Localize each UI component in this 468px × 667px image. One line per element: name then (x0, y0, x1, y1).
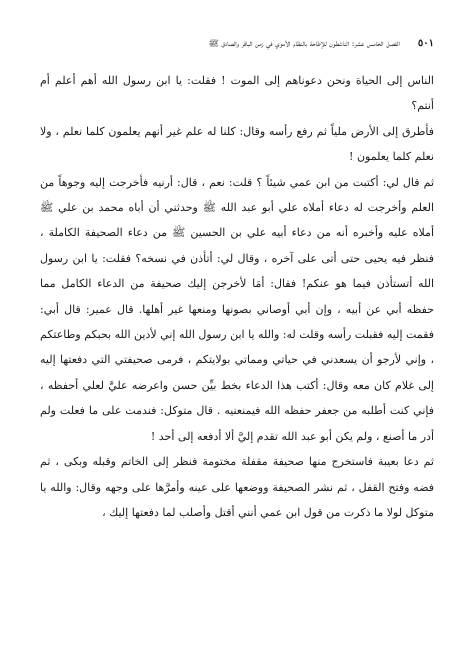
paragraph: ثم دعا بعيبة فاستخرج منها صحيفة مقفلة مختومة فنظر إلى الخاتم وقبله وبكى ، ثم فضه وفتح القفل ، ثم نشر الصحيفة ووضعها على عينه وأمرَّها على وجهه وقال: والله يا متوكل لولا ما ذكرت من قول ابن عمي أنني أقتل وأصلب لما دفعتها إليك ، (40, 455, 434, 519)
paragraph: فأطرق إلى الأرض ملياً ثم رفع رأسه وقال: كلنا له علم غير أنهم يعلمون كلما نعلم ، ولا نعلم كلما يعلمون ! (40, 124, 434, 164)
chapter-title: الفصل الخامس عشر: الناشطون للإطاحة بالنظام الأموي في زمن الباقر والصادق ﷺ (208, 39, 400, 49)
body-text (40, 68, 434, 525)
page-number: ٥٠١ (417, 38, 434, 49)
paragraph: ثم قال لي: أكتبت من ابن عمي شيئاً ؟ قلت: نعم ، قال: أرنيه فأخرجت إليه وجوهاً من العلم وأخرجت له دعاء أملاه علي أبو عبد الله ﷺ وحدثني أن أباه محمد بن علي ﷺ أملاه عليه وأخبره أنه من دعاء أبيه علي بن الحسين ﷺ من دعاء الصحيفة الكاملة ، فنظر فيه يحيى حتى أتى على آخره ، وقال لي: أتأذن في نسخه؟ فقلت: يا ابن رسول الله أتستأذن فيما هو عنكم! فقال: أمَا لأخرجن إليك صحيفة من الدعاء الكامل مما حفظه أبي عن أبيه ، وإن أبي أوصاني بصونها ومنعها غير أهلها. قال عمير: قال أبي: فقمت إليه فقبلت رأسه وقلت له: والله يا ابن رسول الله إني لأدين الله بحبكم وطاعتكم ، وإني لأرجو أن يسعدني في حياتي ومماتي بولايتكم ، فرمى صحيفتي التي دفعتها إليه إلى غلام كان معه وقال: أكتب هذا الدعاء بخط بيِّن حسن واعرضه عليَّ لعلي أحفظه ، فإني كنت أطلبه من جعفر حفظه الله فيمنعنيه . قال متوكل: فندمت على ما فعلت ولم أدر ما أصنع ، ولم يكن أبو عبد الله تقدم إليَّ ألا أدفعه إلى أحد ! (40, 175, 434, 443)
running-header (40, 38, 434, 54)
paragraph: الناس إلى الحياة ونحن دعوناهم إلى الموت ! فقلت: يا ابن رسول الله أهم أعلم أم أنتم؟ (40, 74, 434, 113)
